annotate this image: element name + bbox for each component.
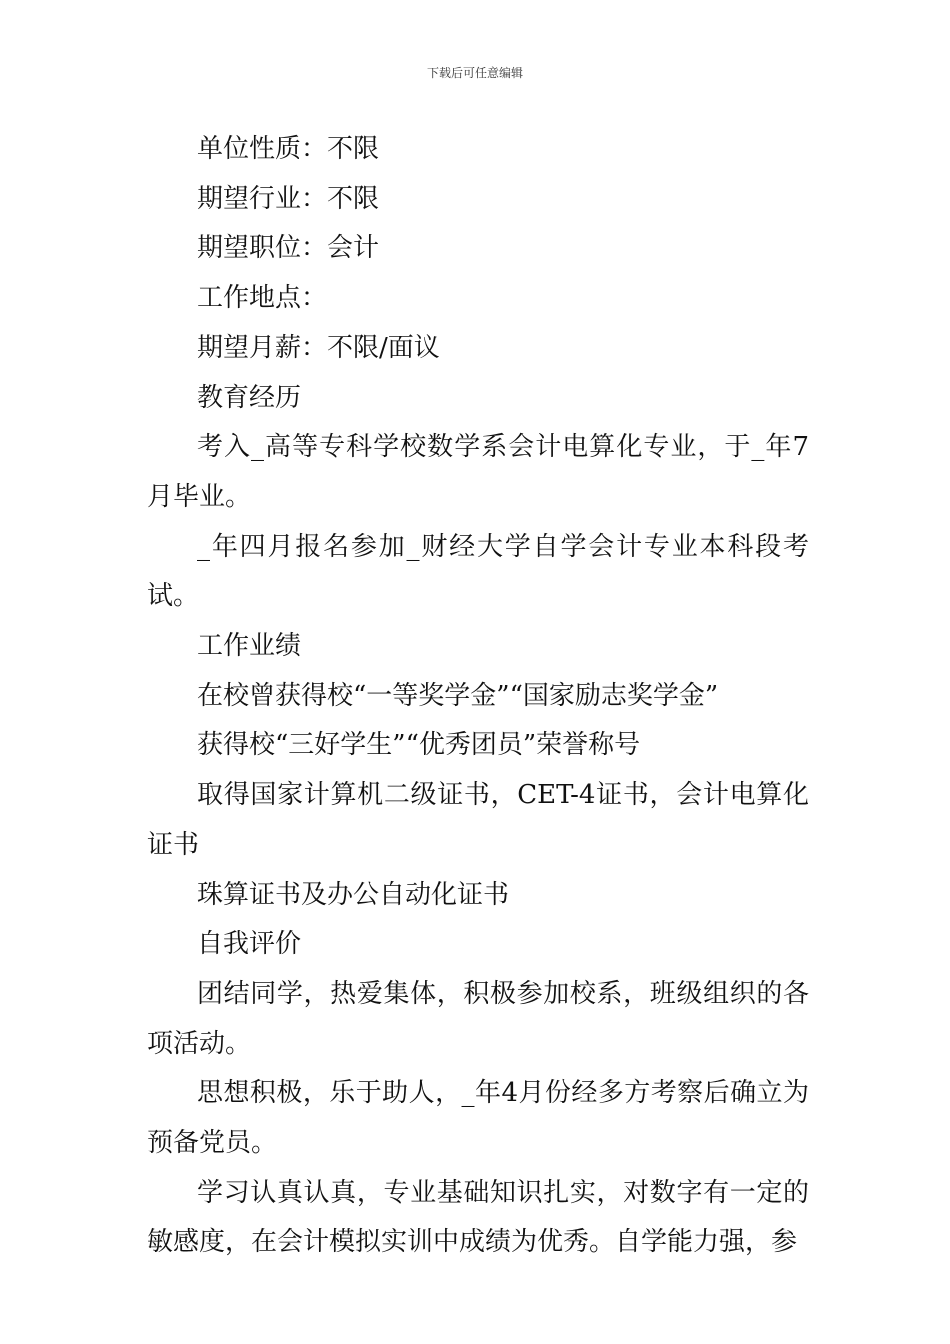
field-expected-salary: 期望月薪：不限/面议 xyxy=(197,332,440,363)
section-heading-education: 教育经历 xyxy=(197,382,302,413)
self-evaluation-paragraph: 思想积极，乐于助人，_年4月份经多方考察后确立为预备党员。 xyxy=(147,1078,809,1159)
achievement-paragraph: 获得校“三好学生”“优秀团员”荣誉称号 xyxy=(197,730,641,761)
field-unit-nature: 单位性质：不限 xyxy=(197,134,380,164)
education-paragraph: 考入_高等专科学校数学系会计电算化专业，于_年7月毕业。 xyxy=(147,432,809,512)
field-expected-industry: 期望行业：不限 xyxy=(197,183,380,214)
section-heading-achievements: 工作业绩 xyxy=(197,631,302,662)
document-body xyxy=(147,125,809,1268)
education-paragraph: _年四月报名参加_财经大学自学会计专业本科段考试。 xyxy=(147,531,809,612)
self-evaluation-paragraph: 学习认真认真，专业基础知识扎实，对数字有一定的敏感度，在会计模拟实训中成绩为优秀。自学能力强，参 xyxy=(147,1177,809,1258)
achievement-paragraph: 取得国家计算机二级证书，CET-4证书，会计电算化证书 xyxy=(147,780,809,860)
self-evaluation-paragraph: 团结同学，热爱集体，积极参加校系，班级组织的各项活动。 xyxy=(147,978,809,1059)
page-header: 下载后可任意编辑 xyxy=(426,66,523,80)
achievement-paragraph: 珠算证书及办公自动化证书 xyxy=(197,879,510,910)
achievement-paragraph: 在校曾获得校“一等奖学金”“国家励志奖学金” xyxy=(197,680,719,711)
field-expected-position: 期望职位：会计 xyxy=(197,233,380,264)
section-heading-self-evaluation: 自我评价 xyxy=(197,929,302,960)
field-work-location: 工作地点： xyxy=(197,283,328,314)
